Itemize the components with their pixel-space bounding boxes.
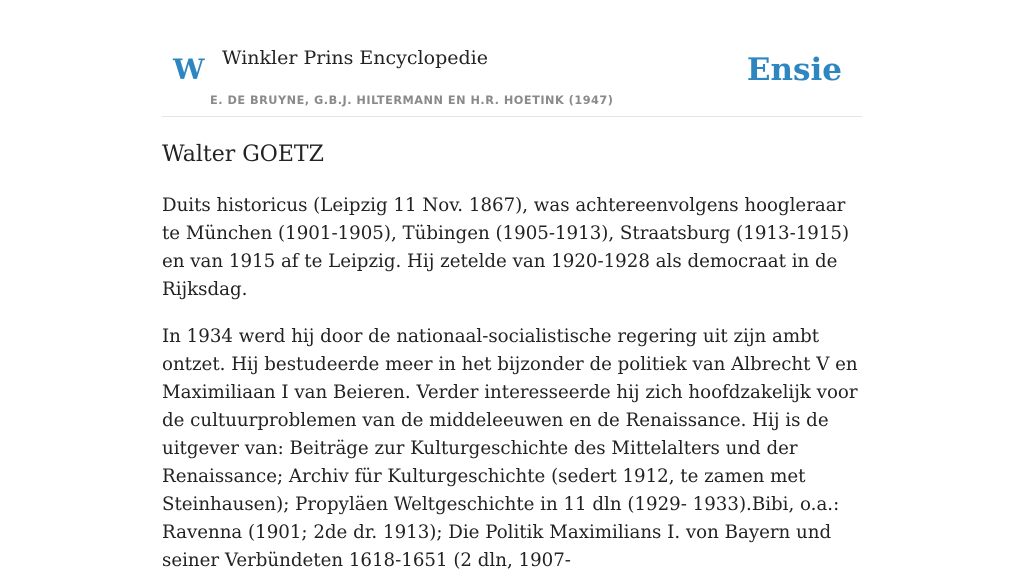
encyclopedia-authors: E. DE BRUYNE, G.B.J. HILTERMANN EN H.R. HOETINK (1947): [210, 94, 614, 107]
site-header: [162, 0, 862, 117]
article-paragraph-2: In 1934 werd hij door de nationaal-socialistische regering uit zijn ambt ontzet. Hij bestudeerde meer in het bijzonder de politiek van Albrecht V en Maximiliaan I van Beieren. Verder interesseerde hij zich hoofdzakelijk voor de cultuurproblemen van de middeleeuwen en de Renaissance. Hij is de uitgever van: Beiträge zur Kulturgeschichte des Mittelalters und der Renaissance; Archiv für Kulturgeschichte (sedert 1912, te zamen met Steinhausen); Propyläen Weltgeschichte in 11 dln (1929- 1933).Bibi, o.a.: Ravenna (1901; 2de dr. 1913); Die Politik Maximilians I. von Bayern und seiner Verbündeten 1618-1651 (2 dln, 1907-: [162, 326, 858, 571]
article: [162, 138, 862, 575]
ensie-brand-logo[interactable]: Ensie: [746, 52, 842, 88]
winkler-prins-logo[interactable]: W: [173, 53, 205, 86]
article-title: Walter GOETZ: [162, 142, 324, 167]
encyclopedia-title-link[interactable]: Winkler Prins Encyclopedie: [222, 47, 488, 69]
article-paragraph-1: Duits historicus (Leipzig 11 Nov. 1867), was achtereenvolgens hoogleraar te München (1901-1905), Tübingen (1905-1913), Straatsburg (1913-1915) en van 1915 af te Leipzig. Hij zetelde van 1920-1928 als democraat in de Rijksdag.: [162, 195, 850, 300]
